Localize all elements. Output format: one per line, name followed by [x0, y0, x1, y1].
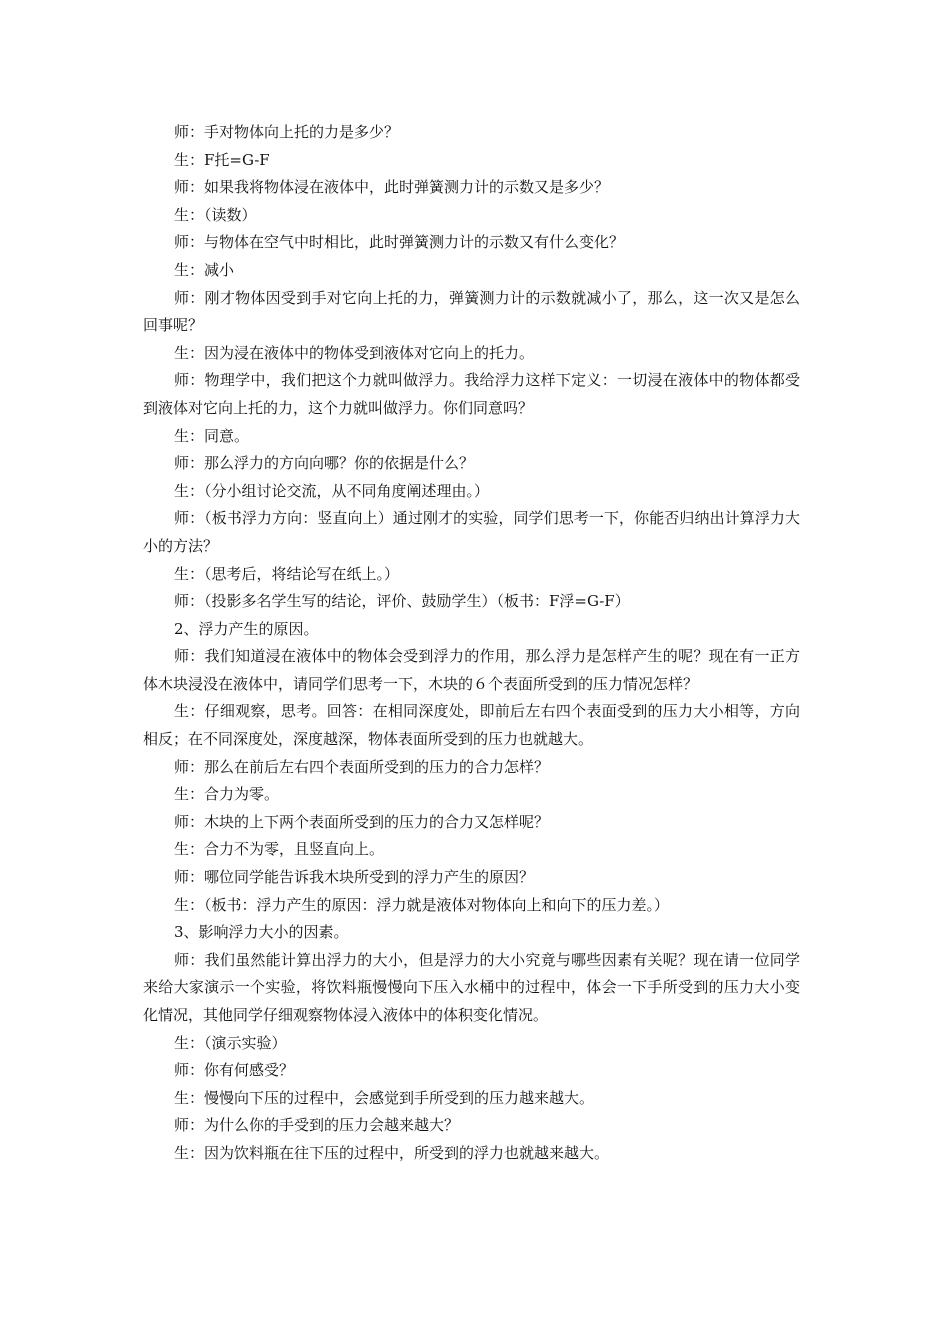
paragraph: 师：你有何感受？ [174, 1061, 295, 1080]
paragraph: 生：（读数） [174, 205, 257, 224]
paragraph: 生：合力不为零，且竖直向上。 [174, 840, 385, 859]
paragraph: 师：那么在前后左右四个表面所受到的压力的合力怎样？ [174, 757, 550, 776]
paragraph: 生：（思考后，将结论写在纸上。） [174, 564, 400, 583]
paragraph: 师：手对物体向上托的力是多少？ [174, 123, 400, 141]
section-heading: 2、浮力产生的原因。 [174, 619, 319, 638]
paragraph: 生：（演示实验） [174, 1033, 287, 1052]
paragraph: 师：与物体在空气中时相比，此时弹簧测力计的示数又有什么变化？ [174, 233, 625, 252]
paragraph: 师：那么浮力的方向向哪？你的依据是什么？ [174, 454, 475, 473]
paragraph: 生：仔细观察，思考。回答：在相同深度处，即前后左右四个表面受到的压力大小相等，方向相反；在不同深度处，深度越深，物体表面所受到的压力也就越大。 [143, 702, 800, 749]
paragraph: 师：刚才物体因受到手对它向上托的力，弹簧测力计的示数就减小了，那么，这一次又是怎么回事呢？ [143, 288, 800, 335]
paragraph: 生：合力为零。 [174, 785, 280, 804]
document-body [143, 119, 800, 1168]
paragraph: 师：我们知道浸在液体中的物体会受到浮力的作用，那么浮力是怎样产生的呢？现在有一正方体木块浸没在液体中，请同学们思考一下，木块的６个表面所受到的压力情况怎样？ [143, 647, 800, 693]
section-heading: 3、影响浮力大小的因素。 [174, 923, 349, 942]
paragraph: 师：我们虽然能计算出浮力的大小，但是浮力的大小究竟与哪些因素有关呢？现在请一位同学来给大家演示一个实验，将饮料瓶慢慢向下压入水桶中的过程中，体会一下手所受到的压力大小变化情况，其他同学仔细观察物体浸入液体中的体积变化情况。 [143, 950, 800, 1024]
paragraph: 生：（分小组讨论交流，从不同角度阐述理由。） [174, 481, 490, 500]
paragraph: 师：物理学中，我们把这个力就叫做浮力。我给浮力这样下定义：一切浸在液体中的物体都受到液体对它向上托的力，这个力就叫做浮力。你们同意吗？ [143, 371, 800, 417]
paragraph: 师：为什么你的手受到的压力会越来越大？ [174, 1116, 460, 1135]
paragraph: 生：减小 [174, 260, 235, 279]
paragraph: 师：（投影多名学生写的结论，评价、鼓励学生）（板书：F浮=G-F） [174, 592, 630, 611]
paragraph: 师：哪位同学能告诉我木块所受到的浮力产生的原因？ [174, 868, 535, 887]
paragraph: 生：因为浸在液体中的物体受到液体对它向上的托力。 [174, 343, 535, 362]
paragraph: 师：（板书浮力方向：竖直向上）通过刚才的实验，同学们思考一下，你能否归纳出计算浮力大小的方法？ [143, 509, 800, 555]
paragraph: 生：因为饮料瓶在往下压的过程中，所受到的浮力也就越来越大。 [174, 1143, 610, 1162]
paragraph: 师：木块的上下两个表面所受到的压力的合力又怎样呢？ [174, 812, 550, 831]
paragraph: 生：慢慢向下压的过程中，会感觉到手所受到的压力越来越大。 [174, 1088, 595, 1107]
paragraph: 生：（板书：浮力产生的原因：浮力就是液体对物体向上和向下的压力差。） [174, 895, 670, 914]
paragraph: 师：如果我将物体浸在液体中，此时弹簧测力计的示数又是多少？ [174, 178, 610, 197]
paragraph: 生：F托=G-F [174, 150, 270, 169]
paragraph: 生：同意。 [174, 426, 250, 445]
